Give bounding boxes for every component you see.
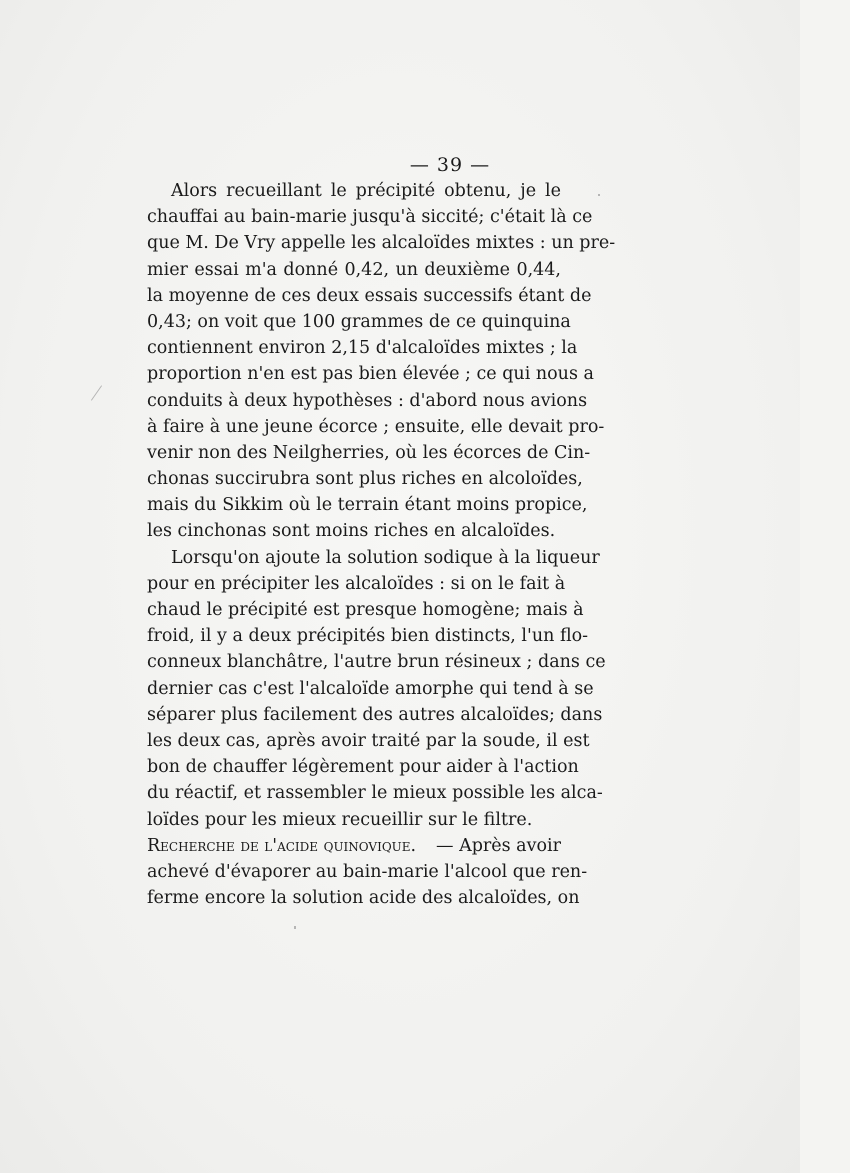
paper-mark [294, 926, 296, 929]
text-line: Alors recueillant le précipité obtenu, je le [171, 181, 561, 201]
text-line: pour en précipiter les alcaloïdes : si on le fait à [147, 573, 566, 594]
text-line: achevé d'évaporer au bain-marie l'alcool que ren- [147, 861, 588, 882]
text-line: les cinchonas sont moins riches en alcaloïdes. [147, 521, 556, 542]
text-line: chauffai au bain-marie jusqu'à siccité; c'était là ce [147, 207, 593, 228]
body-text [147, 178, 616, 911]
text-line: — Après avoir [436, 835, 561, 856]
text-line: à faire à une jeune écorce ; ensuite, elle devait pro- [147, 416, 605, 437]
text-line: conduits à deux hypothèses : d'abord nous avions [147, 390, 588, 411]
text-line: mais du Sikkim où le terrain étant moins propice, [147, 495, 588, 516]
text-line: les deux cas, après avoir traité par la soude, il est [147, 730, 590, 751]
section-heading-line [147, 833, 561, 859]
text-line: conneux blanchâtre, l'autre brun résineux ; dans ce [147, 652, 606, 673]
text-line: séparer plus facilement des autres alcaloïdes; dans [147, 704, 603, 725]
text-line: proportion n'en est pas bien élevée ; ce qui nous a [147, 364, 594, 385]
text-line: chaud le précipité est presque homogène; mais à [147, 600, 584, 620]
text-line: contiennent environ 2,15 d'alcaloïdes mixtes ; la [147, 338, 578, 359]
text-line: bon de chauffer légèrement pour aider à l'action [147, 757, 579, 778]
section-heading: Recherche de l'acide quinovique. [147, 835, 417, 856]
text-line: venir non des Neilgherries, où les écorces de Cin- [147, 442, 591, 463]
text-line: Lorsqu'on ajoute la solution sodique à la liqueur [171, 547, 600, 568]
paper-mark [598, 194, 600, 196]
text-line: que M. De Vry appelle les alcaloïdes mixtes : un pre- [147, 233, 616, 254]
page-number: — 39 — [409, 154, 491, 176]
text-line: mier essai m'a donné 0,42, un deuxième 0,44, [147, 259, 561, 280]
text-line: ferme encore la solution acide des alcaloïdes, on [147, 888, 580, 909]
text-line: la moyenne de ces deux essais successifs étant de [147, 285, 592, 306]
text-line: dernier cas c'est l'alcaloïde amorphe qui tend à se [147, 678, 594, 699]
text-line: chonas succirubra sont plus riches en alcoloïdes, [147, 469, 583, 490]
paper-mark [91, 385, 102, 400]
text-line: loïdes pour les mieux recueillir sur le filtre. [147, 809, 533, 830]
text-line: 0,43; on voit que 100 grammes de ce quinquina [147, 311, 571, 332]
text-line: froid, il y a deux précipités bien distincts, l'un flo- [147, 626, 589, 647]
text-line: du réactif, et rassembler le mieux possible les alca- [147, 783, 603, 804]
